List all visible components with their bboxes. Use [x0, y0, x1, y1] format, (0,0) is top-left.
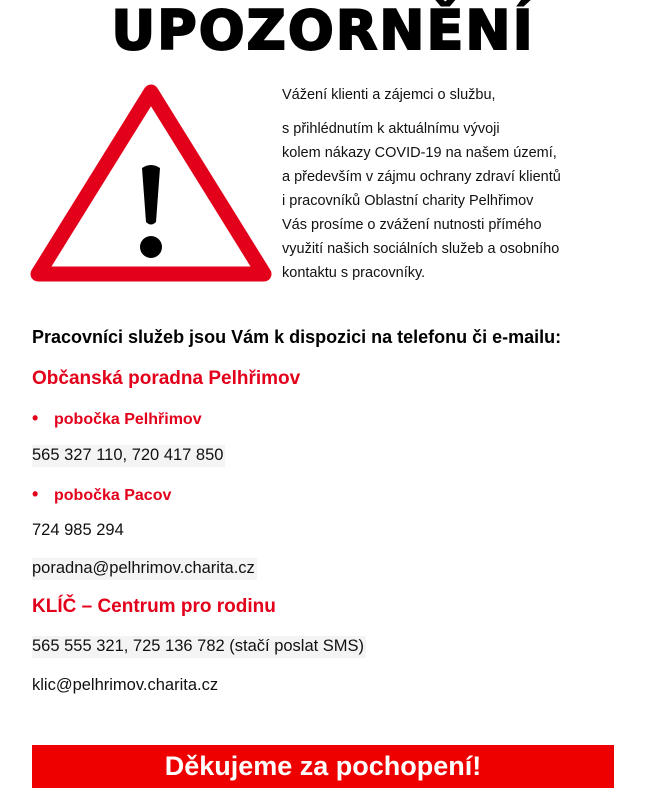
- page-title: UPOZORNĚNÍ: [111, 0, 535, 62]
- branch-pacov: [32, 484, 171, 505]
- branch-pelhrimov: [32, 408, 202, 429]
- warning-triangle-icon: [30, 84, 272, 282]
- intro-text: [282, 83, 622, 285]
- phone-pelhrimov: 565 327 110, 720 417 850: [32, 445, 225, 467]
- bullet-icon: •: [32, 408, 39, 428]
- intro-line: kontaktu s pracovníky.: [282, 265, 426, 281]
- phone-klic: 565 555 321, 725 136 782 (stačí poslat SMS): [32, 636, 366, 658]
- contacts-heading: Pracovníci služeb jsou Vám k dispozici na telefonu či e-mailu:: [32, 327, 562, 347]
- intro-line: i pracovníků Oblastní charity Pelhřimov: [282, 193, 534, 209]
- branch-name: pobočka Pelhřimov: [54, 411, 202, 428]
- thank-you-banner: Děkujeme za pochopení!: [32, 745, 614, 788]
- bullet-icon: •: [32, 484, 39, 504]
- intro-line: a především v zájmu ochrany zdraví klientů: [282, 169, 561, 185]
- intro-line: s přihlédnutím k aktuálnímu vývoji: [282, 121, 500, 137]
- org-name-klic: KLÍČ – Centrum pro rodinu: [32, 596, 276, 617]
- intro-line: využití našich sociálních služeb a osobního: [282, 241, 560, 257]
- org-name-obcanska-poradna: Občanská poradna Pelhřimov: [32, 368, 301, 389]
- intro-line: kolem nákazy COVID-19 na našem území,: [282, 145, 557, 161]
- phone-pacov: 724 985 294: [32, 521, 124, 539]
- branch-name: pobočka Pacov: [54, 487, 172, 504]
- email-link-klic[interactable]: klic@pelhrimov.charita.cz: [32, 676, 219, 694]
- intro-greeting: Vážení klienti a zájemci o službu,: [282, 87, 496, 103]
- intro-line: Vás prosíme o zvážení nutnosti přímého: [282, 217, 542, 233]
- email-link-poradna[interactable]: poradna@pelhrimov.charita.cz: [32, 558, 257, 580]
